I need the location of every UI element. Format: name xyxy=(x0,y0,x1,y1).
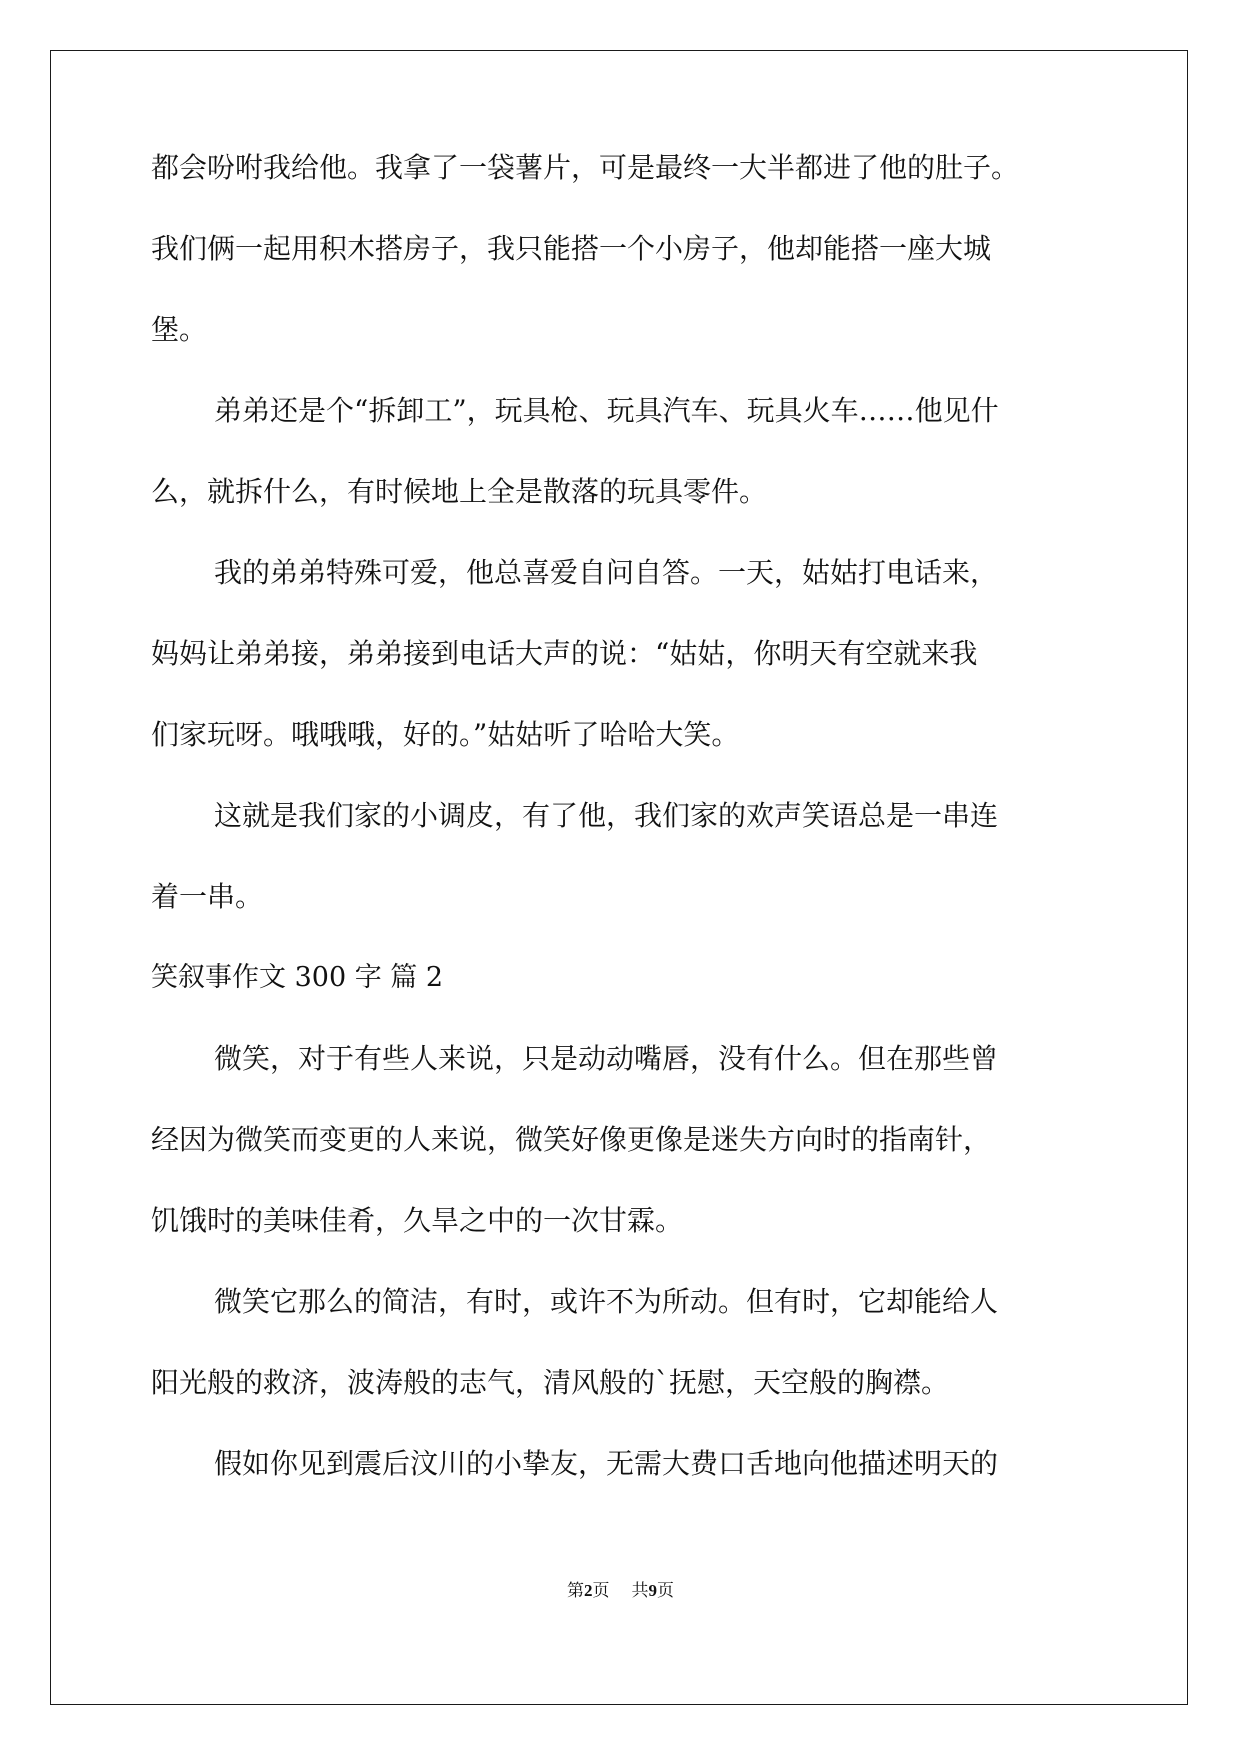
text-line: 我们俩一起用积木搭房子，我只能搭一个小房子，他却能搭一座大城 xyxy=(151,232,992,265)
paragraph-start-line: 我的弟弟特殊可爱，他总喜爱自问自答。一天，姑姑打电话来， xyxy=(214,556,999,589)
paragraph-start-line: 假如你见到震后汶川的小挚友，无需大费口舌地向他描述明天的 xyxy=(214,1447,999,1480)
page-footer xyxy=(0,1576,1241,1601)
footer-total-number: 9 xyxy=(648,1581,657,1600)
footer-total-suffix: 页 xyxy=(657,1581,674,1600)
text-line: 都会吩咐我给他。我拿了一袋薯片，可是最终一大半都进了他的肚子。 xyxy=(151,151,1020,184)
footer-page-prefix: 第 xyxy=(567,1581,584,1600)
paragraph-start-line: 弟弟还是个“拆卸工”，玩具枪、玩具汽车、玩具火车……他见什 xyxy=(214,394,999,427)
text-line: 阳光般的救济，波涛般的志气，清风般的`抚慰，天空般的胸襟。 xyxy=(151,1366,950,1399)
text-line: 么，就拆什么，有时候地上全是散落的玩具零件。 xyxy=(151,475,768,508)
text-line: 经因为微笑而变更的人来说，微笑好像更像是迷失方向时的指南针， xyxy=(151,1123,992,1156)
text-line: 妈妈让弟弟接，弟弟接到电话大声的说：“姑姑，你明天有空就来我 xyxy=(151,637,978,670)
text-line: 堡。 xyxy=(151,313,208,346)
text-line: 饥饿时的美味佳肴，久旱之中的一次甘霖。 xyxy=(151,1204,684,1237)
section-heading: 笑叙事作文 300 字 篇 2 xyxy=(151,962,444,993)
paragraph-start-line: 微笑它那么的简洁，有时，或许不为所动。但有时，它却能给人 xyxy=(214,1285,999,1318)
footer-page-suffix: 页 xyxy=(592,1581,610,1600)
footer-page-number: 2 xyxy=(584,1581,593,1600)
paragraph-start-line: 微笑，对于有些人来说，只是动动嘴唇，没有什么。但在那些曾 xyxy=(214,1042,999,1075)
text-line: 着一串。 xyxy=(151,880,264,913)
paragraph-start-line: 这就是我们家的小调皮，有了他，我们家的欢声笑语总是一串连 xyxy=(214,799,999,832)
text-line: 们家玩呀。哦哦哦，好的。”姑姑听了哈哈大笑。 xyxy=(151,718,740,751)
footer-total-prefix: 共 xyxy=(631,1581,649,1600)
